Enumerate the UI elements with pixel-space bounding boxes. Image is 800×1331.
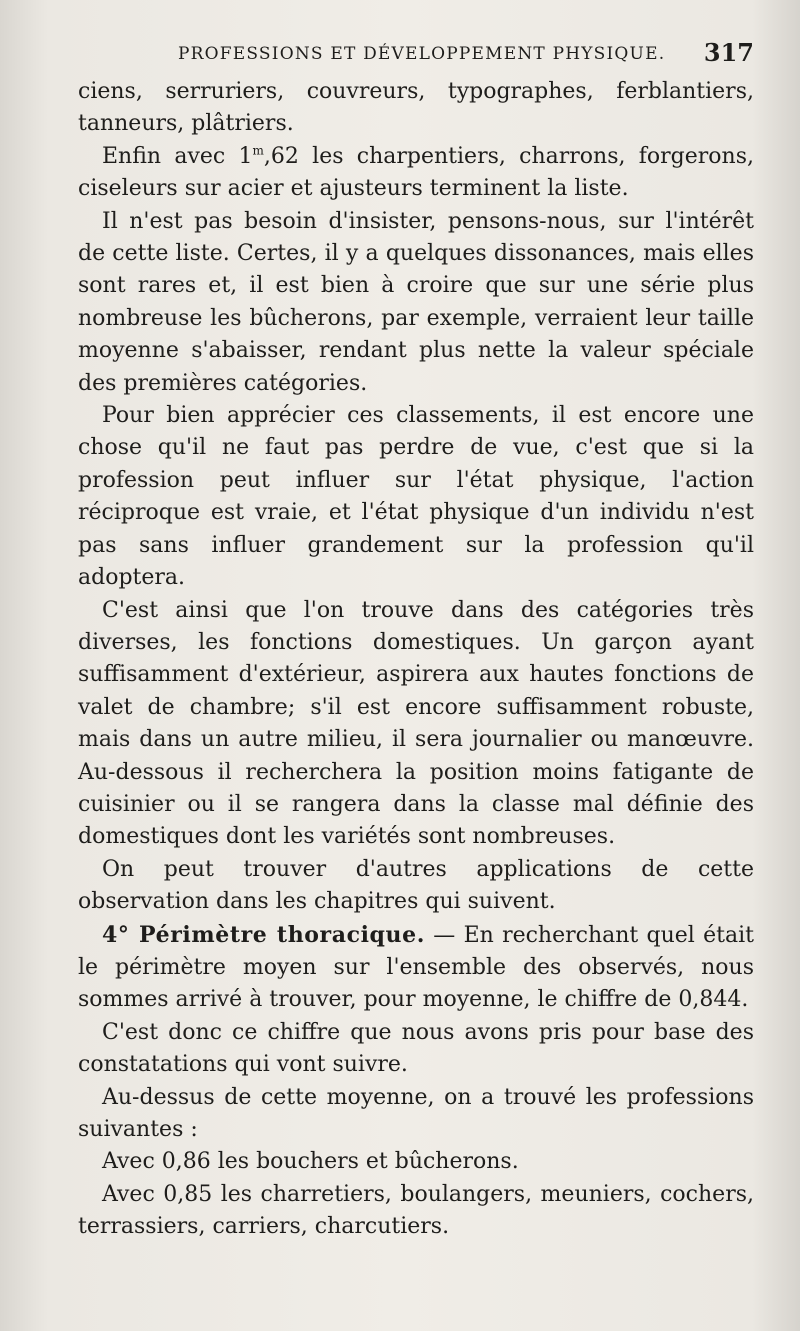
paragraph: [78, 206, 754, 400]
paragraph: [78, 854, 754, 919]
running-head: [78, 38, 754, 72]
paragraph: [78, 1082, 754, 1147]
paragraph: [78, 1179, 754, 1244]
section-heading: 4° Périmètre thoracique.: [102, 921, 425, 948]
unit-superscript: m: [252, 143, 264, 158]
body-text: [78, 76, 754, 1244]
paragraph-text: On peut trouver d'autres applications de cette observation dans les chapitres qui suivent.: [78, 856, 754, 915]
paragraph-text: C'est ainsi que l'on trouve dans des catégories très diverses, les fonctions domestiques. Un garçon ayant suffisamment d'extérieur, aspirera aux hautes fonctions de valet de chambre; s'il est encore suffisamment robuste, mais dans un autre milieu, il sera journalier ou manœuvre. Au-dessous il recherchera la position moins fatigante de cuisinier ou il se rangera dans la classe mal définie des domestiques dont les variétés sont nombreuses.: [78, 597, 754, 850]
paragraph-text: Il n'est pas besoin d'insister, pensons-nous, sur l'intérêt de cette liste. Certes, il y a quelques dissonances, mais elles sont rares et, il est bien à croire que sur une série plus nombreuse les bûcherons, par exemple, verraient leur taille moyenne s'abaisser, rendant plus nette la valeur spéciale des premières catégories.: [78, 208, 754, 396]
paragraph-continuation: [78, 76, 754, 141]
paragraph: [78, 141, 754, 206]
paragraph: [78, 1146, 754, 1178]
paragraph-text: C'est donc ce chiffre que nous avons pris pour base des constatations qui vont suivre.: [78, 1019, 754, 1078]
paragraph-text: Enfin avec 1: [102, 143, 253, 169]
paragraph-text: Avec 0,85 les charretiers, boulangers, meuniers, cochers, terrassiers, carriers, charcutiers.: [78, 1181, 754, 1240]
paragraph: [78, 595, 754, 854]
running-title: PROFESSIONS ET DÉVELOPPEMENT PHYSIQUE.: [178, 44, 666, 64]
paragraph: [78, 400, 754, 594]
paragraph-text: Avec 0,86 les bouchers et bûcherons.: [102, 1149, 519, 1175]
paragraph-text: ,62 les charpentiers, charrons, forgerons, ciseleurs sur acier et ajusteurs terminent la liste.: [78, 143, 754, 202]
paragraph-text: ciens, serruriers, couvreurs, typographes, ferblantiers, tanneurs, plâtriers.: [78, 79, 754, 137]
page-number: 317: [703, 38, 754, 67]
paragraph: [78, 1017, 754, 1082]
section-paragraph: [78, 919, 754, 1017]
paragraph-text: Au-dessus de cette moyenne, on a trouvé les professions suivantes :: [78, 1084, 754, 1142]
paragraph-text: Pour bien apprécier ces classements, il est encore une chose qu'il ne faut pas perdre de vue, c'est que si la profession peut influer sur l'état physique, l'action réciproque est vraie, et l'état physique d'un individu n'est pas sans influer grandement sur la profession qu'il adoptera.: [78, 403, 754, 591]
paragraph-text: — En recherchant quel était le périmètre moyen sur l'ensemble des observés, nous sommes arrivé à trouver, pour moyenne, le chiffre de 0,844.: [78, 922, 754, 1013]
